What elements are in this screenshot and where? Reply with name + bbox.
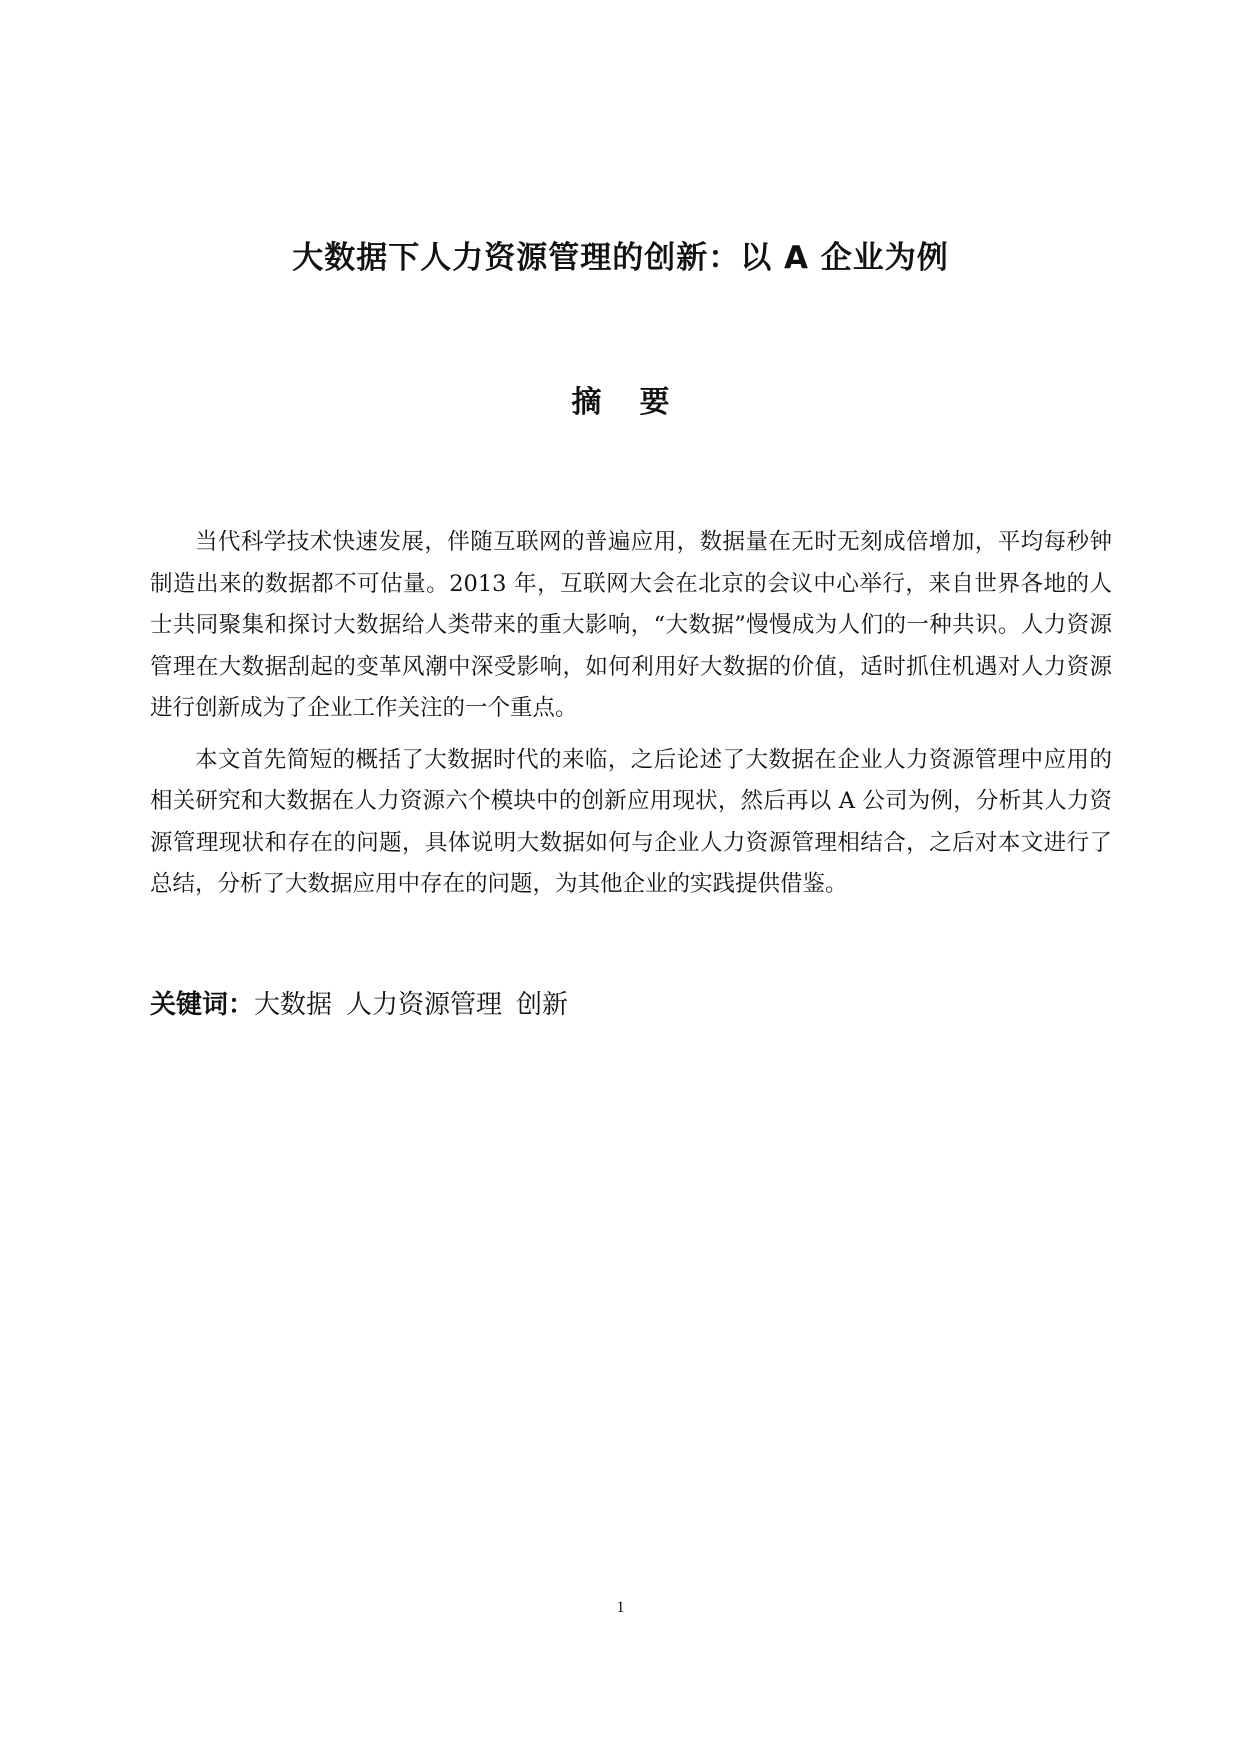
keyword-item: 创新 — [516, 990, 569, 1020]
paper-title: 大数据下人力资源管理的创新：以 A 企业为例 — [292, 240, 949, 276]
abstract-heading-char-1: 摘 — [571, 385, 602, 420]
abstract-paragraph-2: 本文首先简短的概括了大数据时代的来临，之后论述了大数据在企业人力资源管理中应用的相关研究和大数据在人力资源六个模块中的创新应用现状，然后再以 A 公司为例，分析其人力资源管理现状和存在的问题，具体说明大数据如何与企业人力资源管理相结合，之后对本文进行了总结，分析了大数据应用中存在的问题，为其他企业的实践提供借鉴。 — [150, 746, 1112, 897]
keywords-label: 关键词： — [150, 990, 255, 1020]
keyword-item: 大数据 — [254, 990, 333, 1020]
page-number: 1 — [616, 1599, 625, 1616]
abstract-paragraph-1: 当代科学技术快速发展，伴随互联网的普遍应用，数据量在无时无刻成倍增加，平均每秒钟制造出来的数据都不可估量。2013 年，互联网大会在北京的会议中心举行，来自世界各地的人士共同聚集和探讨大数据给人类带来的重大影响，“大数据”慢慢成为人们的一种共识。人力资源管理在大数据刮起的变革风潮中深受影响，如何利用好大数据的价值，适时抓住机遇对人力资源进行创新成为了企业工作关注的一个重点。 — [150, 529, 1112, 721]
abstract-heading — [0, 383, 1241, 423]
keyword-item: 人力资源管理 — [346, 990, 503, 1020]
keywords-line — [150, 985, 1112, 1025]
abstract-heading-char-2: 要 — [639, 385, 670, 420]
abstract-body — [150, 522, 1112, 916]
